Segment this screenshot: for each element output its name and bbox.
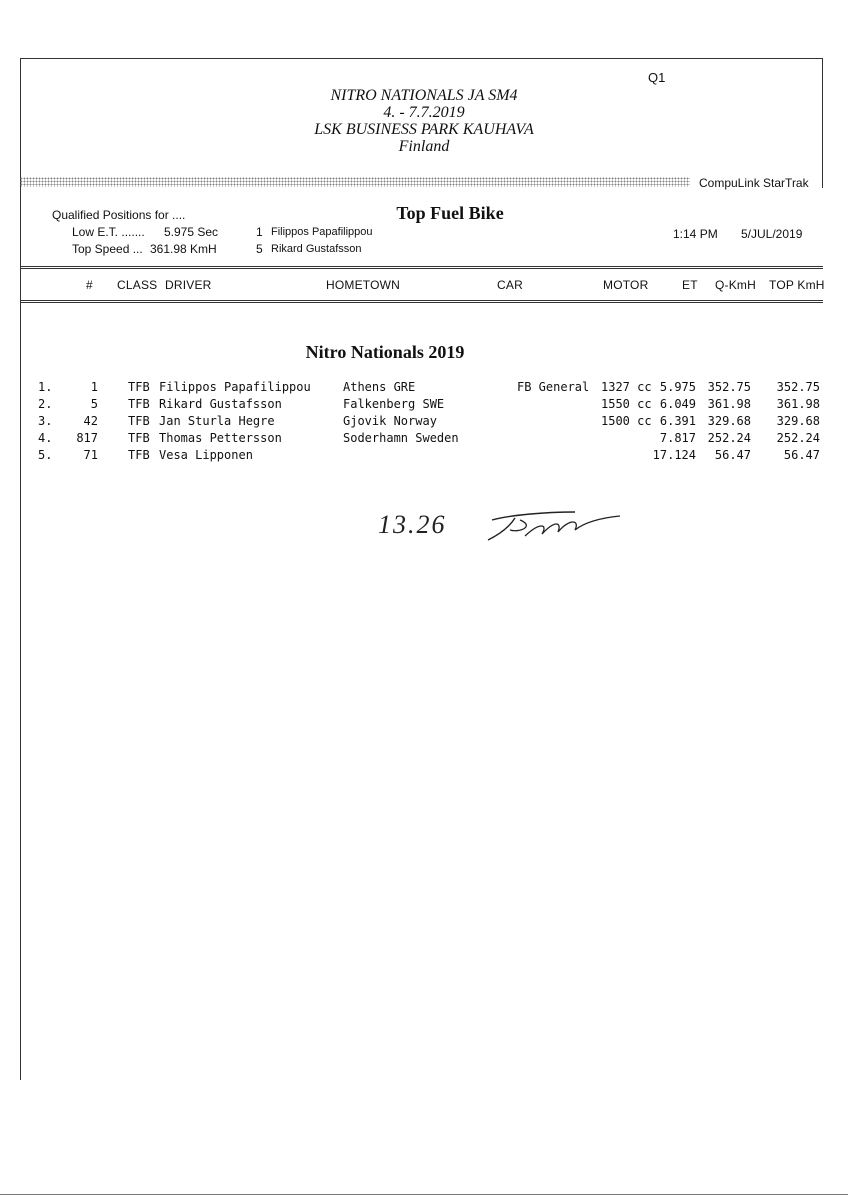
cell-topkmh: 361.98 <box>776 397 820 411</box>
cell-hometown: Soderhamn Sweden <box>343 431 459 445</box>
cell-qkmh: 329.68 <box>707 414 751 428</box>
low-et-value <box>164 225 218 239</box>
cell-num: 71 <box>83 448 98 462</box>
col-driver: DRIVER <box>165 278 212 292</box>
cell-et: 17.124 <box>652 448 696 462</box>
cell-motor: 1500 cc <box>601 414 652 428</box>
cell-pos: 4. <box>38 431 53 445</box>
col-num: # <box>86 278 93 292</box>
top-speed-label: Top Speed ... <box>72 242 143 256</box>
col-hometown: HOMETOWN <box>326 278 401 292</box>
system-label <box>699 176 809 190</box>
frame-top-border <box>20 58 823 59</box>
cell-et: 6.391 <box>659 414 696 428</box>
cell-motor: 1327 cc <box>601 380 652 394</box>
cell-topkmh: 56.47 <box>783 448 820 462</box>
top-speed-number: 361.98 <box>150 242 187 256</box>
cell-class: TFB <box>128 397 150 411</box>
low-et-number: 5.975 <box>164 225 195 239</box>
cell-class: TFB <box>128 448 150 462</box>
col-car: CAR <box>497 278 523 292</box>
handwritten-time: 13.26 <box>378 510 447 539</box>
system-brand: CompuLink <box>699 176 760 190</box>
cell-qkmh: 56.47 <box>714 448 751 462</box>
event-dates: 4. - 7.7.2019 <box>383 104 465 121</box>
section-title: Nitro Nationals 2019 <box>305 342 465 362</box>
page-code: Q1 <box>648 70 666 85</box>
cell-driver: Filippos Papafilippou <box>159 380 311 394</box>
cell-pos: 3. <box>38 414 53 428</box>
cell-driver: Rikard Gustafsson <box>159 397 282 411</box>
col-qkmh: Q-KmH <box>715 278 756 292</box>
low-et-driver-no: 1 <box>256 225 263 239</box>
cell-qkmh: 352.75 <box>707 380 751 394</box>
cell-class: TFB <box>128 431 150 445</box>
top-speed-driver-no: 5 <box>256 242 263 256</box>
cell-hometown: Gjovik Norway <box>343 414 437 428</box>
cell-driver: Vesa Lipponen <box>159 448 253 462</box>
header-rule-top <box>20 266 823 267</box>
col-topkmh: TOP KmH <box>769 278 825 292</box>
page-bottom-line <box>0 1194 848 1195</box>
system-product: StarTrak <box>763 176 809 190</box>
handwritten-signature <box>370 500 630 550</box>
cell-et: 5.975 <box>659 380 696 394</box>
report-time: 1:14 PM <box>673 227 718 241</box>
low-et-driver: Filippos Papafilippou <box>271 226 373 238</box>
top-speed-unit: KmH <box>190 242 217 256</box>
col-et: ET <box>682 278 698 292</box>
cell-pos: 2. <box>38 397 53 411</box>
cell-num: 817 <box>76 431 98 445</box>
cell-class: TFB <box>128 414 150 428</box>
cell-num: 1 <box>90 380 98 394</box>
cell-hometown: Athens GRE <box>343 380 416 394</box>
cell-pos: 5. <box>38 448 53 462</box>
cell-class: TFB <box>128 380 150 394</box>
header-rule-bottom-2 <box>20 302 823 303</box>
low-et-label: Low E.T. ....... <box>72 225 145 239</box>
cell-et: 6.049 <box>659 397 696 411</box>
cell-et: 7.817 <box>659 431 696 445</box>
cell-qkmh: 361.98 <box>707 397 751 411</box>
low-et-unit: Sec <box>197 225 219 239</box>
col-class: CLASS <box>117 278 158 292</box>
event-country: Finland <box>398 138 450 155</box>
col-motor: MOTOR <box>603 278 649 292</box>
cell-hometown: Falkenberg SWE <box>343 397 445 411</box>
top-speed-driver: Rikard Gustafsson <box>271 243 362 255</box>
report-date: 5/JUL/2019 <box>741 227 803 241</box>
cell-num: 42 <box>83 414 98 428</box>
class-title: Top Fuel Bike <box>396 203 504 223</box>
event-venue: LSK BUSINESS PARK KAUHAVA <box>314 121 534 138</box>
cell-driver: Thomas Pettersson <box>159 431 282 445</box>
cell-topkmh: 352.75 <box>776 380 820 394</box>
event-name: NITRO NATIONALS JA SM4 <box>330 87 518 104</box>
cell-pos: 1. <box>38 380 53 394</box>
header-rule-bottom <box>20 300 823 301</box>
qualified-label: Qualified Positions for .... <box>52 208 186 222</box>
cell-num: 5 <box>90 397 98 411</box>
cell-driver: Jan Sturla Hegre <box>159 414 275 428</box>
cell-qkmh: 252.24 <box>707 431 751 445</box>
top-speed-value <box>150 242 217 256</box>
cell-topkmh: 252.24 <box>776 431 820 445</box>
header-rule-top-2 <box>20 268 823 269</box>
cell-topkmh: 329.68 <box>776 414 820 428</box>
cell-car: FB General <box>517 380 590 394</box>
dotted-separator <box>20 177 690 187</box>
cell-motor: 1550 cc <box>601 397 652 411</box>
